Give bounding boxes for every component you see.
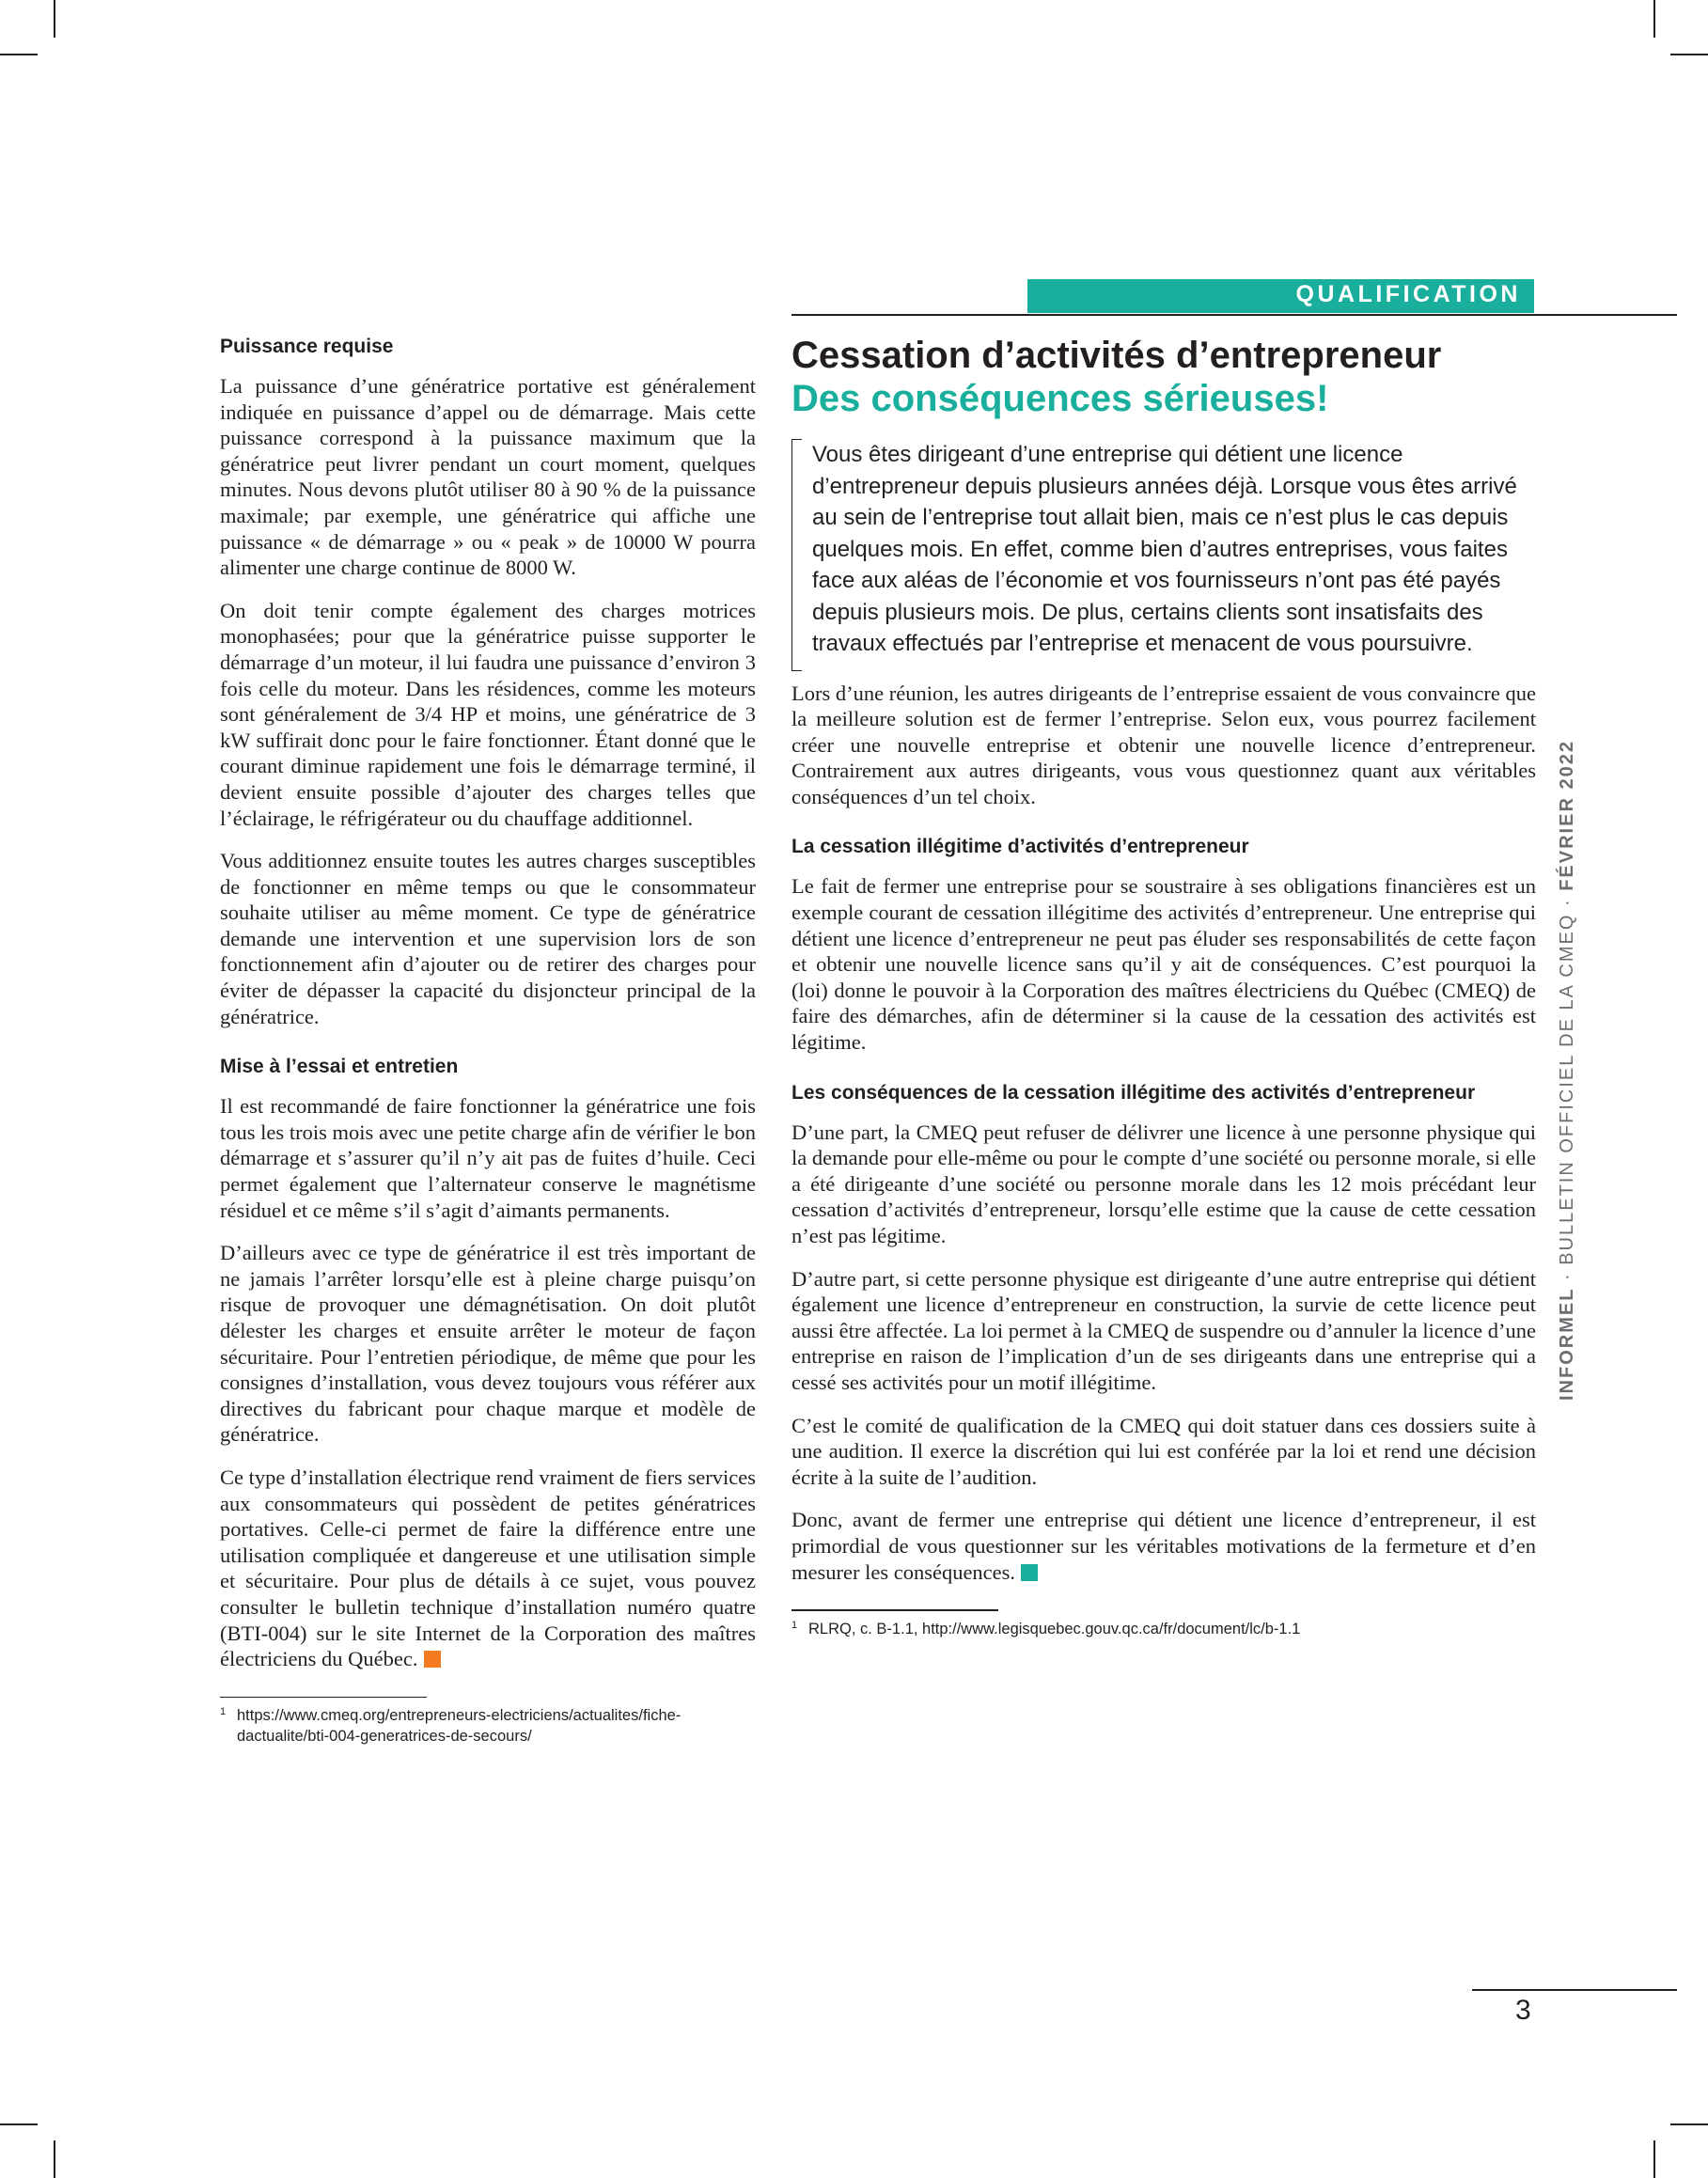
paragraph-text: Ce type d’installation électrique rend vraiment de fiers services aux consommateurs qui possèdent de petites génératrices portatives. Celle-ci permet de faire la différence entre une utilisation compliquée et dangereuse et une utilisation simple et sécuritaire. Pour plus de détails à ce sujet, vous pouvez consulter le bulletin technique d’installation numéro quatre (BTI-004) sur le site Internet de la Corporation des maîtres électriciens du Québec. bbox=[220, 1465, 756, 1671]
footnote bbox=[220, 1705, 756, 1747]
section-tab-label: QUALIFICATION bbox=[1295, 281, 1521, 307]
paragraph: Vous additionnez ensuite toutes les autres charges susceptibles de fonctionner en même temps ou que le consommateur souhaite utiliser au même moment. Ce type de génératrice demande une intervention et une supervision lors de son fonctionnement afin d’ajouter ou de retirer des charges pour éviter de dépasser la capacité du disjoncteur principal de la génératrice. bbox=[220, 849, 756, 1028]
article-title: Cessation d’activités d’entrepreneur bbox=[791, 335, 1442, 376]
publication-name: INFORMEL bbox=[1557, 1287, 1577, 1401]
paragraph: Il est recommandé de faire fonctionner la génératrice une fois tous les trois mois avec une petite charge afin de vérifier le bon démarrage et s’assurer qu’il n’y ait pas de fuites d’huile. Ceci permet également que l’alternateur conserve le magnétisme résiduel et ce même s’il s’agit d’aimants permanents. bbox=[220, 1094, 756, 1222]
paragraph: On doit tenir compte également des charges motrices monophasées; pour que la génératrice puisse supporter le démarrage d’un moteur, il lui faudra une puissance d’environ 3 fois celle du moteur. Dans les résidences, comme les moteurs sont généralement de 3/4 HP et moins, une génératrice de 3 kW suffirait donc pour le faire fonctionner. Étant donné que le courant diminue rapidement une fois le démarrage terminé, il devient ensuite possible d’ajouter des charges telles que l’éclairage, le réfrigérateur ou du chauffage additionnel. bbox=[220, 598, 756, 830]
page-number: 3 bbox=[1515, 1995, 1531, 2026]
footnote-link[interactable]: https://www.cmeq.org/entrepreneurs-electriciens/actualites/fiche-dactualite/bti-004-generatrices-de-secours/ bbox=[237, 1707, 682, 1746]
heading-mise-a-essai: Mise à l’essai et entretien bbox=[220, 1056, 459, 1078]
intro-block bbox=[791, 439, 1536, 660]
paragraph: Lors d’une réunion, les autres dirigeants de l’entreprise essaient de vous convaincre que la meilleure solution est de fermer l’entreprise. Selon eux, vous pourrez facilement créer une nouvelle entreprise et obtenir une nouvelle licence d’entrepreneur. Contrairement aux autres dirigeants, vous vous questionnez quant aux véritables conséquences d’un tel choix. bbox=[791, 681, 1536, 808]
paragraph: D’autre part, si cette personne physique est dirigeante d’une autre entreprise qui détient également une licence d’entrepreneur en construction, la survie de cette licence peut aussi être affectée. La loi permet à la CMEQ de suspendre ou d’annuler la licence d’une entreprise en raison de l’implication d’un de ses dirigeants dans une entreprise qui a cessé ses activités pour un motif illégitime. bbox=[791, 1266, 1536, 1394]
crop-mark bbox=[1670, 54, 1708, 55]
crop-mark bbox=[0, 54, 38, 55]
footnote-rule bbox=[220, 1697, 427, 1699]
bracket-decoration bbox=[791, 439, 802, 671]
crop-mark bbox=[54, 2140, 55, 2178]
intro-text: Vous êtes dirigeant d’une entreprise qui détient une licence d’entrepreneur depuis plusieurs années déjà. Lorsque vous êtes arrivé au sein de l’entreprise tout allait bien, mais ce n’est plus le cas depuis quelques mois. En effet, comme bien d’autres entreprises, vous faites face aux aléas de l’économie et vos fournisseurs n’ont pas été payés depuis plusieurs mois. De plus, certains clients sont insatisfaits des travaux effectués par l’entreprise et menacent de vous poursuivre. bbox=[812, 442, 1517, 656]
left-column bbox=[220, 334, 756, 1747]
article-subtitle: Des conséquences sérieuses! bbox=[791, 378, 1329, 419]
paragraph: Le fait de fermer une entreprise pour se soustraire à ses obligations financières est un exemple courant de cessation illégitime des activités d’entrepreneur. Une entreprise qui détient une licence d’entrepreneur ne peut pas éluder ses responsabilités de cette façon et obtenir une nouvelle licence sans qu’il y ait de conséquences. C’est pourquoi la (loi) donne le pouvoir à la Corporation des maîtres électriciens du Québec (CMEQ) de faire des démarches, afin de déterminer si la cause de la cessation des activités est légitime. bbox=[791, 874, 1663, 1055]
footnote-link[interactable]: RLRQ, c. B-1.1, http://www.legisquebec.gouv.qc.ca/fr/document/lc/b-1.1 bbox=[808, 1620, 1301, 1637]
crop-mark bbox=[1653, 2140, 1655, 2178]
paragraph: D’ailleurs avec ce type de génératrice il est très important de ne jamais l’arrêter lorsqu’elle est à pleine charge puisqu’on risque de provoquer une démagnétisation. On doit plutôt délester les charges et ensuite arrêter le moteur de façon sécuritaire. Pour l’entretien périodique, de même que pour les consignes d’installation, vous devez toujours vous référer aux directives du fabricant pour chaque marque et modèle de génératrice. bbox=[220, 1241, 756, 1447]
section-tab bbox=[1027, 279, 1534, 313]
paragraph: C’est le comité de qualification de la CMEQ qui doit statuer dans ces dossiers suite à une audition. Il exerce la discrétion qui lui est conférée par la loi et rend une décision écrite à la suite de l’audition. bbox=[791, 1413, 1536, 1489]
heading-puissance-requise: Puissance requise bbox=[220, 336, 394, 357]
paragraph-text: Donc, avant de fermer une entreprise qui détient une licence d’entrepreneur, il est primordial de vous questionner sur les véritables motivations de la fermeture et d’en mesurer les conséquences. bbox=[791, 1508, 1536, 1584]
paragraph: La puissance d’une génératrice portative est généralement indiquée en puissance d’appel ou de démarrage. Mais cette puissance correspond à la puissance maximum que la génératrice peut livrer pendant un court moment, quelques minutes. Nous devons plutôt utiliser 80 à 90 % de la puissance maximale; par exemple, une génératrice qui affiche une puissance « de démarrage » ou « peak » de 10000 W pourra alimenter une charge continue de 8000 W. bbox=[220, 374, 756, 580]
crop-mark bbox=[54, 0, 55, 38]
heading-cessation-illegitime: La cessation illégitime d’activités d’entrepreneur bbox=[791, 836, 1249, 858]
crop-mark bbox=[1653, 0, 1655, 38]
footnote-number: 1 bbox=[791, 1619, 798, 1631]
publication-date: FÉVRIER 2022 bbox=[1557, 740, 1577, 891]
footnote bbox=[791, 1619, 1536, 1639]
crop-mark bbox=[0, 2123, 38, 2125]
header-rule bbox=[791, 314, 1677, 316]
footnote-rule bbox=[791, 1609, 998, 1611]
vertical-publication-label bbox=[1557, 740, 1578, 1401]
paragraph bbox=[791, 1507, 1536, 1585]
crop-mark bbox=[1670, 2123, 1708, 2125]
publication-description: · BULLETIN OFFICIEL DE LA CMEQ · bbox=[1557, 890, 1577, 1288]
end-mark-teal-icon bbox=[1021, 1564, 1038, 1581]
footnote-number: 1 bbox=[220, 1706, 227, 1718]
end-mark-orange-icon bbox=[424, 1651, 441, 1668]
page-number-rule bbox=[1472, 1989, 1677, 1991]
paragraph: D’une part, la CMEQ peut refuser de délivrer une licence à une personne physique qui la demande pour elle-même ou pour le compte d’une société ou personne morale, si elle a été dirigeante d’une société ou personne morale dans les 12 mois précédant leur cessation d’activités d’entrepreneur, lorsqu’elle estime que la cause de cette cessation n’est pas légitime. bbox=[791, 1120, 1536, 1247]
paragraph bbox=[220, 1465, 756, 1672]
heading-consequences: Les conséquences de la cessation illégitime des activités d’entrepreneur bbox=[791, 1081, 1476, 1104]
